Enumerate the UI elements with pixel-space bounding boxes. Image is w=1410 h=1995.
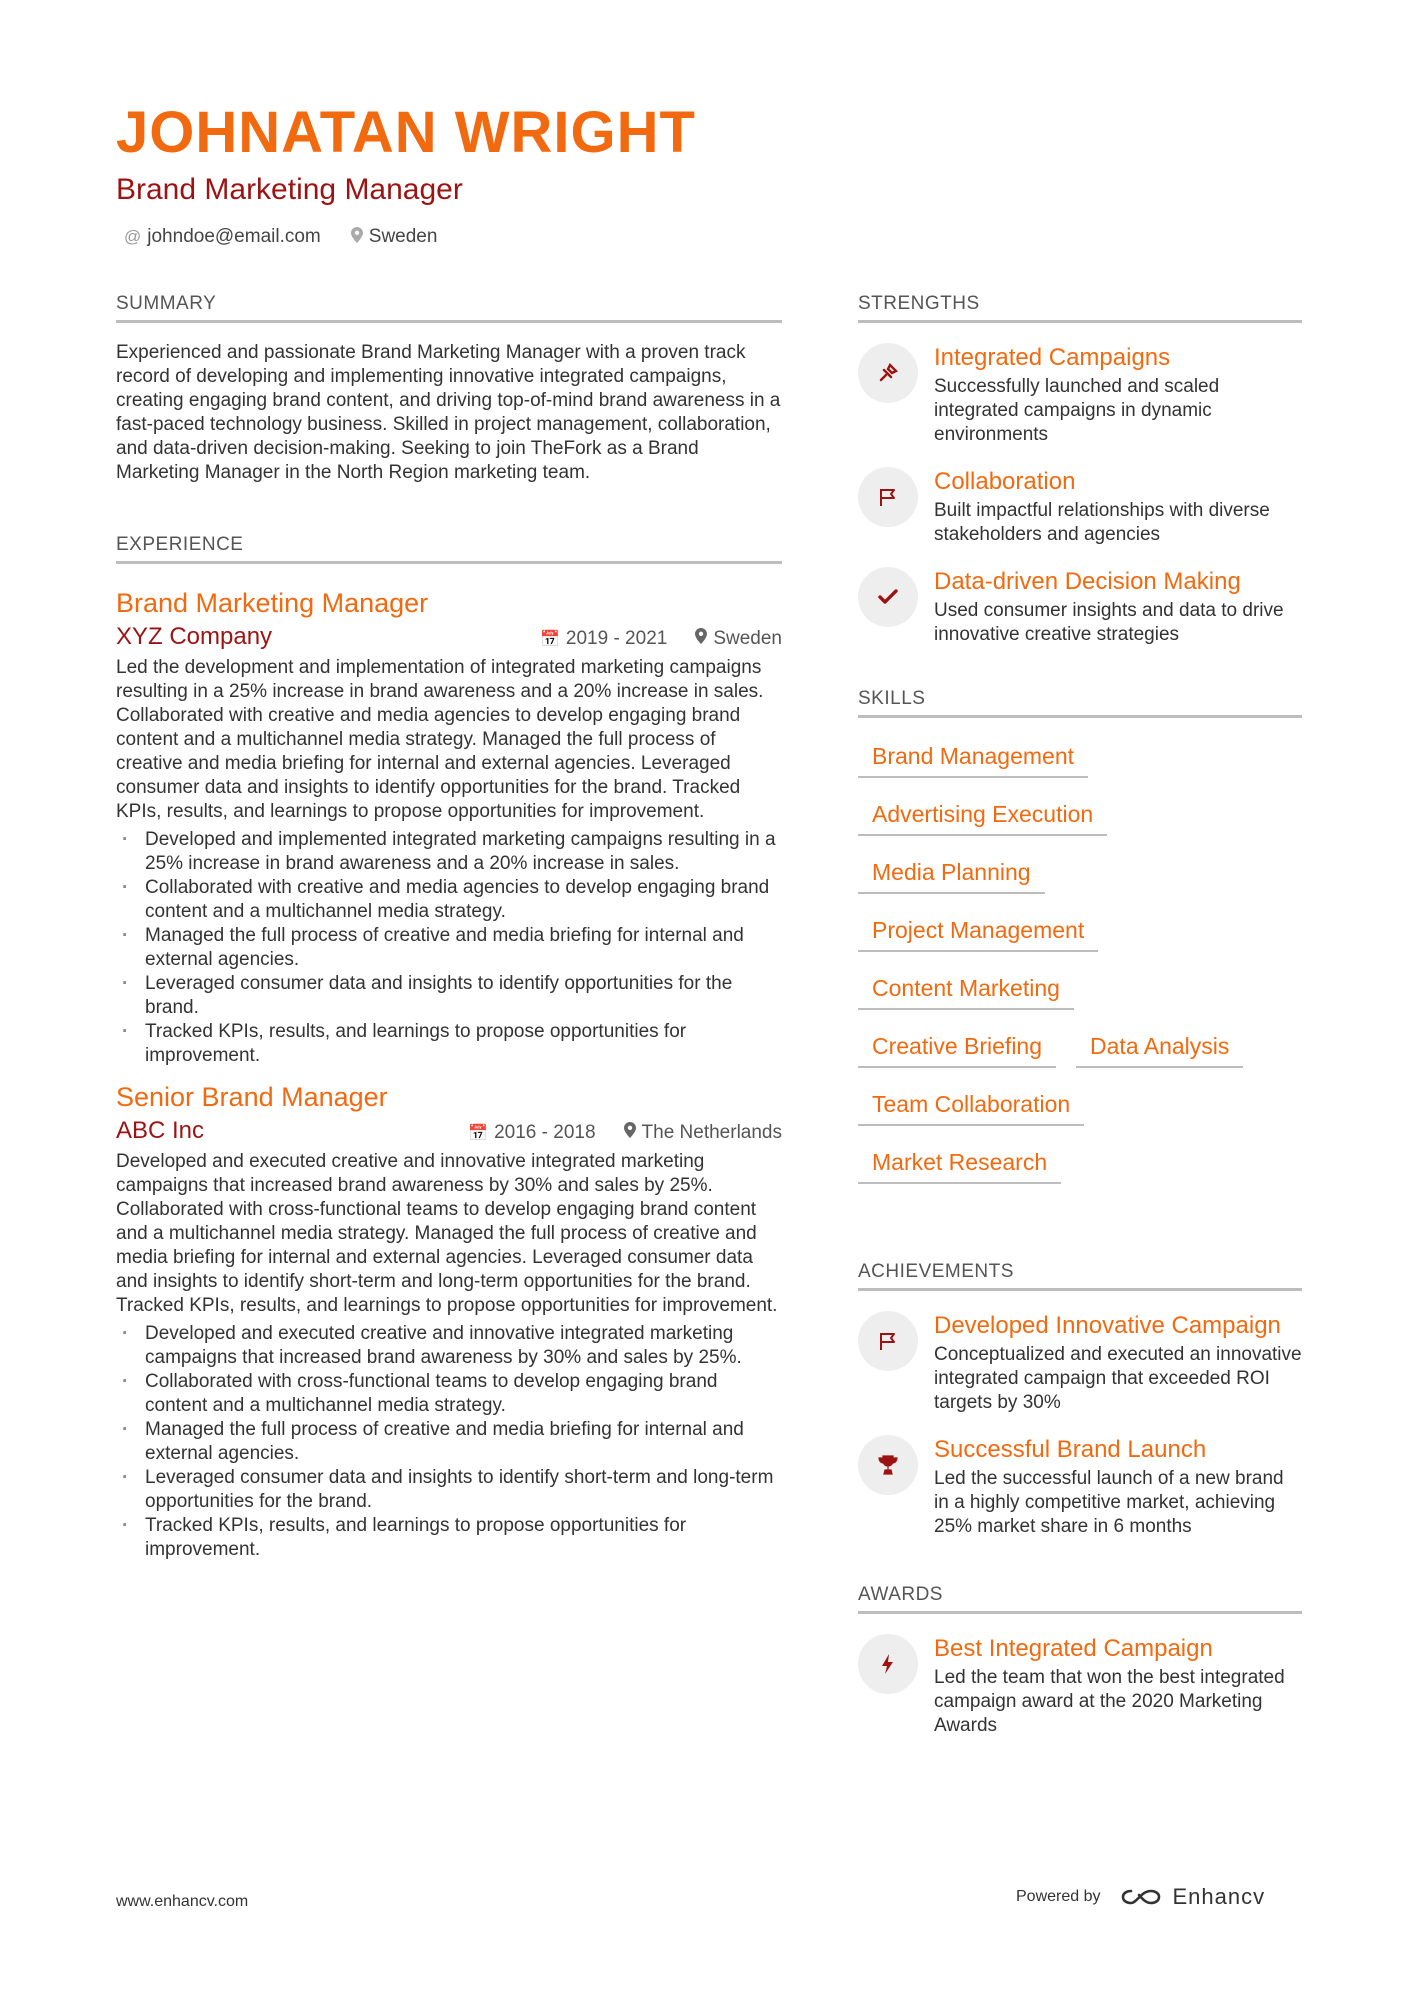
achievement-title: Successful Brand Launch xyxy=(934,1436,1207,1463)
contact-location xyxy=(351,226,438,248)
experience-entry xyxy=(116,1080,782,1562)
award-desc: Led the team that won the best integrated campaign award at the 2020 Marketing Awards xyxy=(934,1667,1285,1736)
footer-website[interactable]: www.enhancv.com xyxy=(116,1893,249,1910)
skill-tag: Media Planning xyxy=(858,848,1045,894)
location-text: Sweden xyxy=(713,628,782,649)
award-body xyxy=(934,1634,1302,1738)
bullet-item: · Managed the full process of creative and media briefing for internal and external agencies. xyxy=(116,924,782,972)
skill-tag: Advertising Execution xyxy=(858,790,1107,836)
achievement-title: Developed Innovative Campaign xyxy=(934,1312,1281,1339)
company-name: ABC Inc xyxy=(116,1117,205,1144)
role-meta-line xyxy=(116,1116,782,1146)
achievement-body xyxy=(934,1311,1302,1415)
resume-header xyxy=(116,100,1306,248)
strength-title: Collaboration xyxy=(934,468,1076,495)
location-pin-icon xyxy=(695,631,707,648)
enhancv-logo[interactable] xyxy=(1119,1884,1266,1910)
experience-entry xyxy=(116,586,782,1068)
bullet-item: · Developed and implemented integrated marketing campaigns resulting in a 25% increase in brand awareness and a 20% increase in sales. xyxy=(116,828,782,876)
achievements-heading: ACHIEVEMENTS xyxy=(858,1260,1302,1291)
check-icon xyxy=(858,567,918,627)
skills-row xyxy=(858,790,1302,848)
skill-tag: Team Collaboration xyxy=(858,1080,1084,1126)
at-icon: @ xyxy=(124,227,142,246)
strengths-heading: STRENGTHS xyxy=(858,292,1302,323)
strength-item xyxy=(858,567,1302,647)
company-name: XYZ Company xyxy=(116,623,273,650)
location-pin-icon xyxy=(351,227,363,248)
awards-heading: AWARDS xyxy=(858,1583,1302,1614)
skill-tag: Content Marketing xyxy=(858,964,1074,1010)
contact-email[interactable] xyxy=(124,226,321,248)
strength-desc: Used consumer insights and data to drive innovative creative strategies xyxy=(934,600,1284,645)
location-text: Sweden xyxy=(368,226,438,247)
bullet-item: · Leveraged consumer data and insights to identify opportunities for the brand. xyxy=(116,972,782,1020)
calendar-icon: 📅 xyxy=(468,1125,489,1142)
strength-item xyxy=(858,467,1302,547)
bullet-item: · Collaborated with creative and media agencies to develop engaging brand content and a multichannel media strategy. xyxy=(116,876,782,924)
summary-text: Experienced and passionate Brand Marketing Manager with a proven track record of developing and implementing innovative integrated campaigns, creating engaging brand content, and driving top-of-mind brand awareness in a fast-paced technology business. Skilled in project management, collaboration, and data-driven decision-making. Seeking to join TheFork as a Brand Marketing Manager in the North Region marketing team. xyxy=(116,342,781,483)
lightning-icon xyxy=(858,1634,918,1694)
skills-heading: SKILLS xyxy=(858,687,1302,718)
hand-rocket-icon xyxy=(858,343,918,403)
experience-section xyxy=(116,533,782,1562)
skills-row xyxy=(858,1138,1302,1196)
skill-tag: Project Management xyxy=(858,906,1098,952)
role-description: Led the development and implementation of integrated marketing campaigns resulting in a 25% increase in brand awareness and a 20% increase in sales. Collaborated with creative and media agencies to develop engaging brand content and a multichannel media strategy. Managed the full process of creative and media briefing for internal and external agencies. Leveraged consumer data and insights to identify opportunities for the brand. Tracked KPIs, results, and learnings to propose opportunities for improvement. xyxy=(116,657,764,822)
brand-name: Enhancv xyxy=(1172,1884,1266,1909)
award-title: Best Integrated Campaign xyxy=(934,1635,1213,1662)
dates-text: 2016 - 2018 xyxy=(494,1122,596,1143)
role-bullets xyxy=(116,828,782,1068)
achievements-section xyxy=(858,1260,1302,1539)
strength-title: Data-driven Decision Making xyxy=(934,568,1241,595)
strength-desc: Built impactful relationships with diverse stakeholders and agencies xyxy=(934,500,1270,545)
role-meta xyxy=(468,1122,782,1144)
flag-icon xyxy=(858,467,918,527)
skills-row xyxy=(858,848,1302,906)
bullet-item: · Collaborated with cross-functional teams to develop engaging brand content and a multichannel media strategy. xyxy=(116,1370,782,1418)
flag-icon xyxy=(858,1311,918,1371)
infinity-logo-icon xyxy=(1119,1885,1165,1909)
achievement-desc: Led the successful launch of a new brand in a highly competitive market, achieving 25% market share in 6 months xyxy=(934,1468,1284,1537)
role-description: Developed and executed creative and innovative integrated marketing campaigns that increased brand awareness by 30% and sales by 25%. Collaborated with cross-functional teams to develop engaging brand content and a multichannel media strategy. Managed the full process of creative and media briefing for internal and external agencies. Leveraged consumer data and insights to identify short-term and long-term opportunities for the brand. Tracked KPIs, results, and learnings to propose opportunities for improvement. xyxy=(116,1151,778,1316)
role-title: Brand Marketing Manager xyxy=(116,588,429,618)
bullet-item: · Developed and executed creative and innovative integrated marketing campaigns that increased brand awareness by 30% and sales by 25%. xyxy=(116,1322,782,1370)
left-column xyxy=(116,292,782,1562)
achievement-item xyxy=(858,1311,1302,1415)
skills-row xyxy=(858,906,1302,964)
bullet-item: · Leveraged consumer data and insights to identify short-term and long-term opportunities for the brand. xyxy=(116,1466,782,1514)
skill-tag: Data Analysis xyxy=(1076,1022,1243,1068)
role-dates xyxy=(540,628,667,650)
location-pin-icon xyxy=(624,1125,636,1142)
skill-tag: Creative Briefing xyxy=(858,1022,1056,1068)
skills-section xyxy=(858,687,1302,1196)
calendar-icon: 📅 xyxy=(539,631,560,648)
email-text: johndoe@email.com xyxy=(147,226,321,247)
right-column xyxy=(858,292,1302,1738)
summary-heading: SUMMARY xyxy=(116,292,782,323)
summary-section xyxy=(116,292,782,485)
skills-list xyxy=(858,732,1302,1196)
awards-section xyxy=(858,1583,1302,1738)
dates-text: 2019 - 2021 xyxy=(565,628,668,649)
strength-body xyxy=(934,343,1302,447)
trophy-icon xyxy=(858,1435,918,1495)
skill-tag: Brand Management xyxy=(858,732,1088,778)
role-bullets xyxy=(116,1322,782,1562)
strength-title: Integrated Campaigns xyxy=(934,344,1171,371)
strength-body xyxy=(934,567,1302,647)
role-meta xyxy=(540,628,782,650)
skill-tag: Market Research xyxy=(858,1138,1061,1184)
achievement-body xyxy=(934,1435,1302,1539)
role-location xyxy=(695,628,782,650)
footer-branding xyxy=(1016,1884,1265,1910)
role-dates xyxy=(468,1122,595,1144)
strength-body xyxy=(934,467,1302,547)
bullet-item: · Tracked KPIs, results, and learnings to propose opportunities for improvement. xyxy=(116,1514,782,1562)
achievement-desc: Conceptualized and executed an innovative integrated campaign that exceeded ROI targets by 30% xyxy=(934,1344,1302,1413)
strength-desc: Successfully launched and scaled integrated campaigns in dynamic environments xyxy=(934,376,1220,445)
bullet-item: · Managed the full process of creative and media briefing for internal and external agencies. xyxy=(116,1418,782,1466)
skills-row xyxy=(858,964,1302,1022)
bullet-item: · Tracked KPIs, results, and learnings to propose opportunities for improvement. xyxy=(116,1020,782,1068)
experience-heading: EXPERIENCE xyxy=(116,533,782,564)
powered-by-text: Powered by xyxy=(1016,1888,1101,1905)
strengths-section xyxy=(858,292,1302,647)
candidate-name: JOHNATAN WRIGHT xyxy=(116,100,696,165)
role-title: Senior Brand Manager xyxy=(116,1082,388,1112)
contact-info xyxy=(116,226,1306,248)
candidate-title: Brand Marketing Manager xyxy=(116,173,463,206)
skills-row xyxy=(858,732,1302,790)
strength-item xyxy=(858,343,1302,447)
role-location xyxy=(624,1122,782,1144)
location-text: The Netherlands xyxy=(641,1122,782,1143)
skills-row xyxy=(858,1022,1302,1080)
skills-row xyxy=(858,1080,1302,1138)
award-item xyxy=(858,1634,1302,1738)
achievement-item xyxy=(858,1435,1302,1539)
role-meta-line xyxy=(116,622,782,652)
